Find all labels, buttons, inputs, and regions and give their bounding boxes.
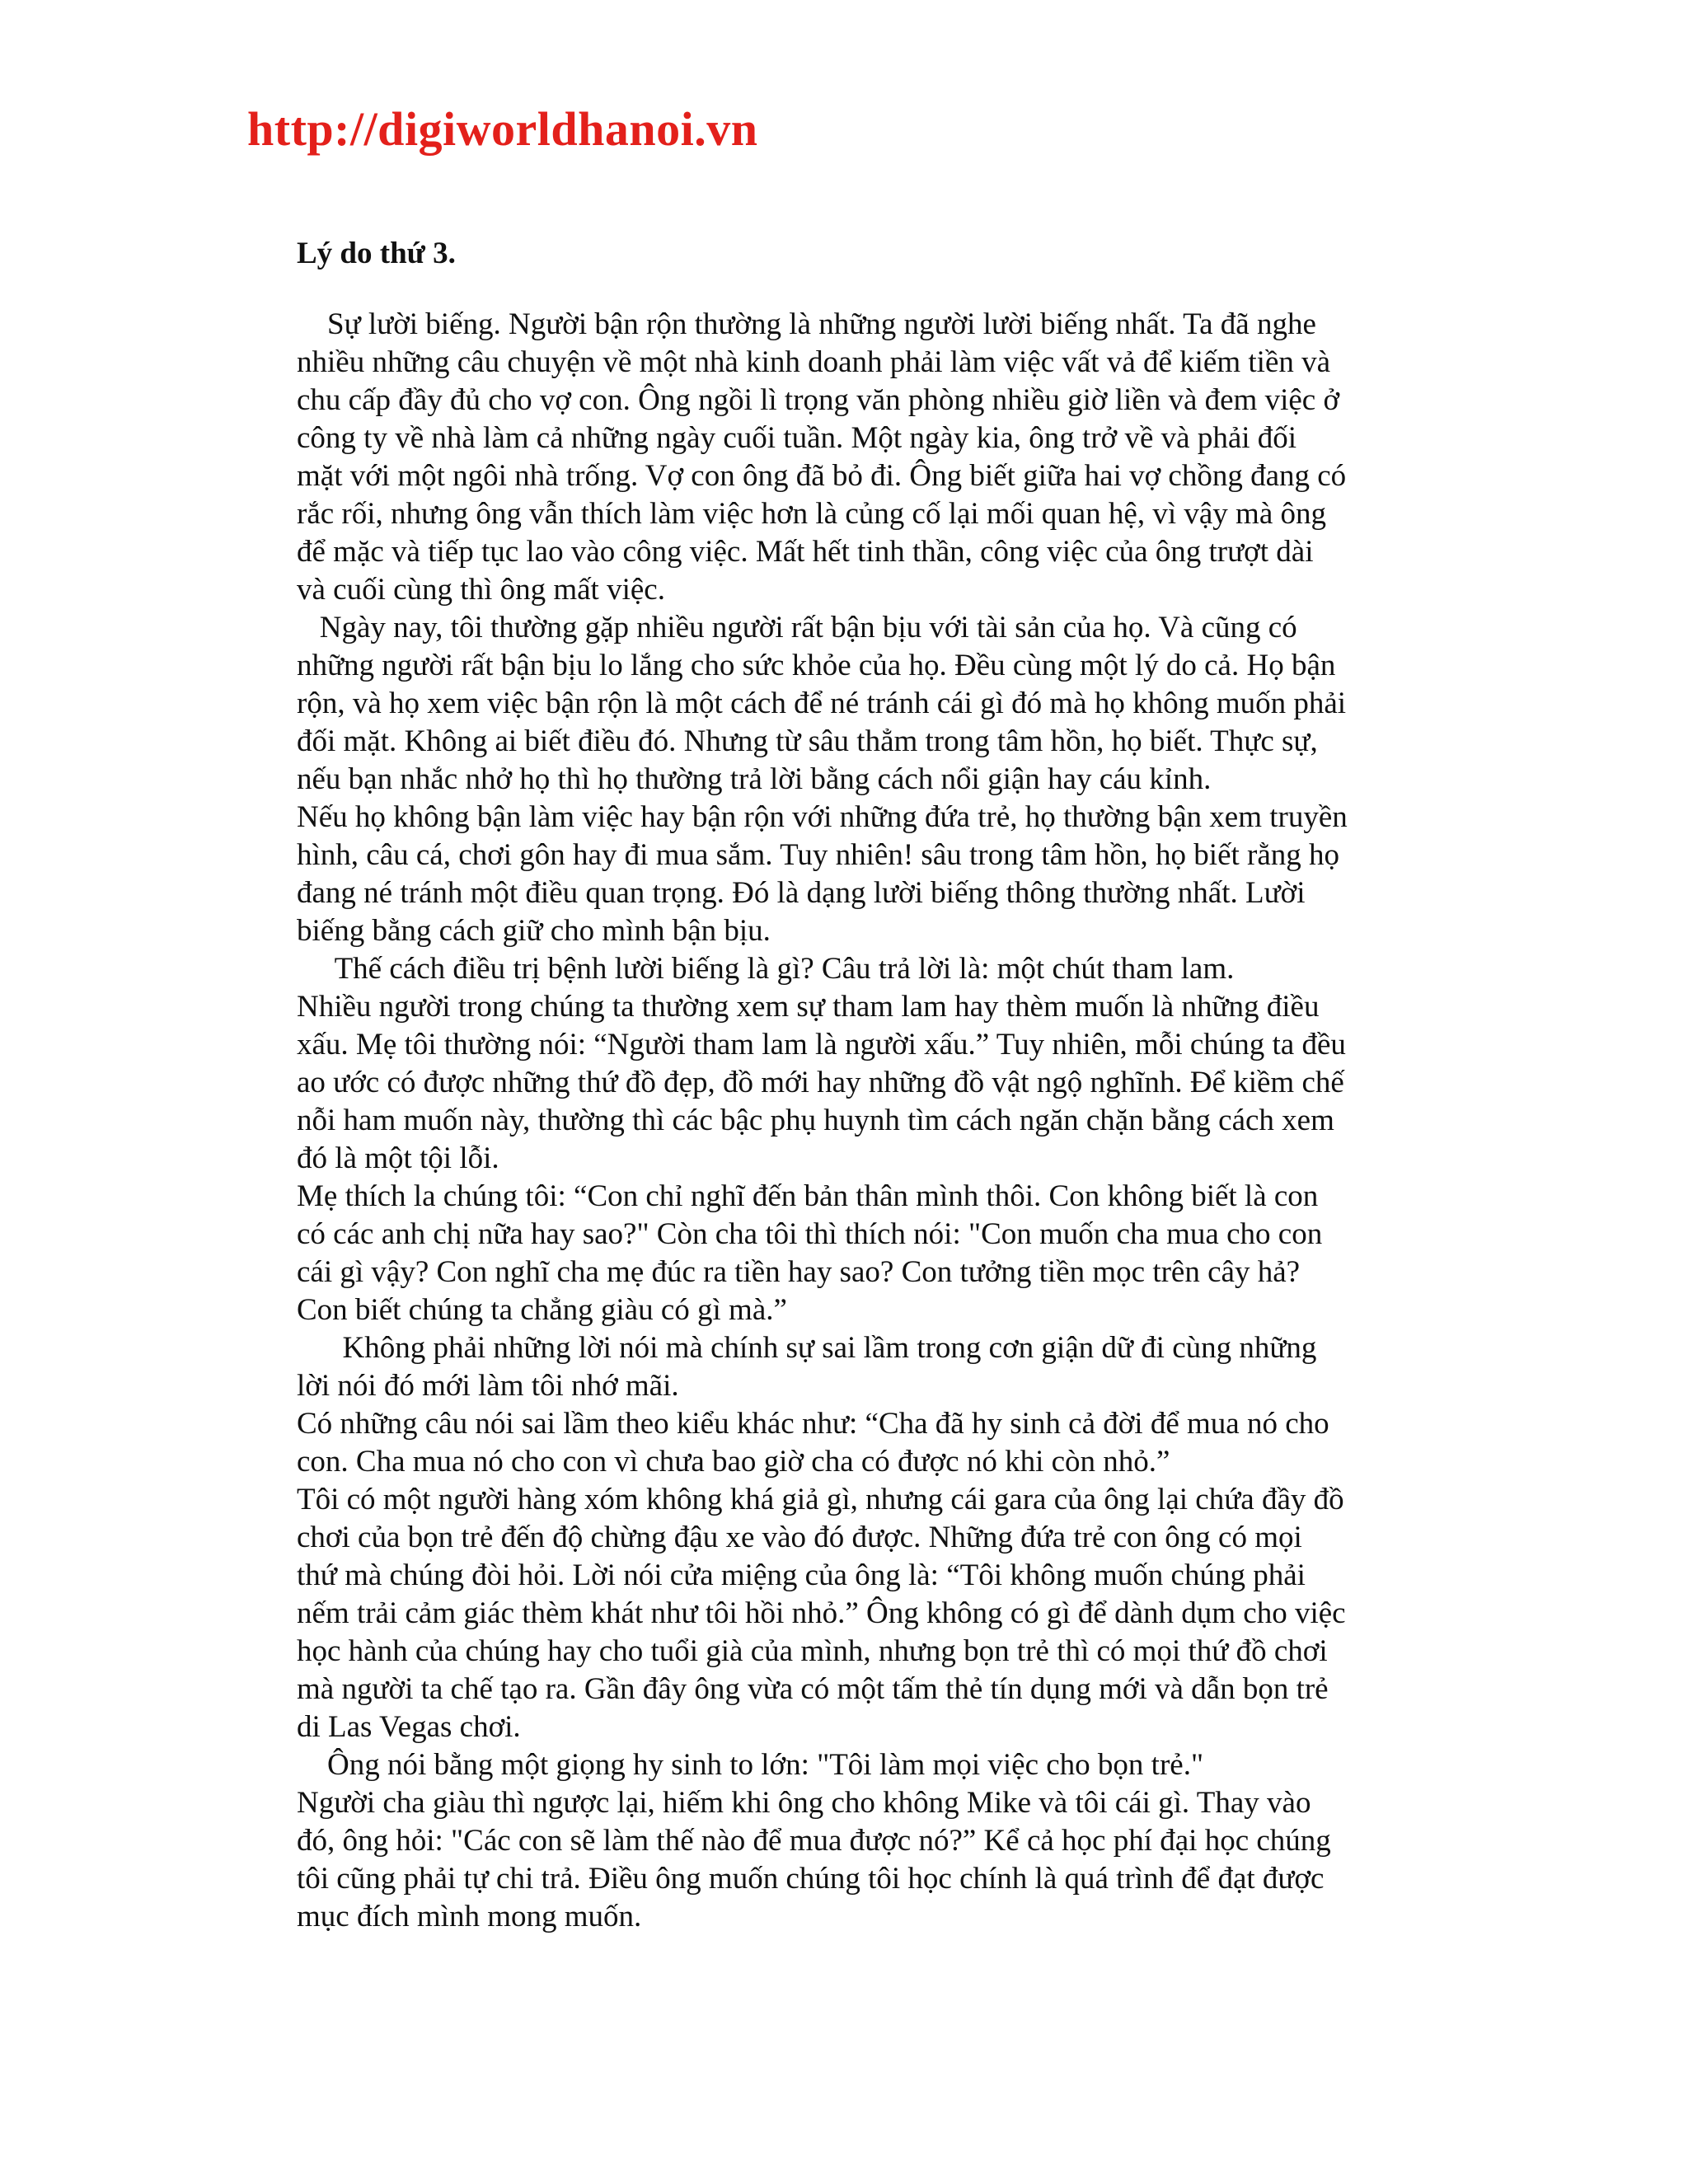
text-line: di Las Vegas chơi. xyxy=(297,1710,521,1744)
text-line: Thế cách điều trị bệnh lười biếng là gì? Câu trả lời là: một chút tham lam. xyxy=(297,952,1235,986)
text-line: cái gì vậy? Con nghĩ cha mẹ đúc ra tiền hay sao? Con tưởng tiền mọc trên cây hả? xyxy=(297,1255,1301,1289)
text-line: những người rất bận bịu lo lắng cho sức khỏe của họ. Đều cùng một lý do cả. Họ bận xyxy=(297,649,1336,682)
text-line: Nếu họ không bận làm việc hay bận rộn với những đứa trẻ, họ thường bận xem truyền xyxy=(297,800,1348,834)
document-content xyxy=(297,235,1451,1936)
text-line: học hành của chúng hay cho tuổi già của mình, nhưng bọn trẻ thì có mọi thứ đồ chơi xyxy=(297,1634,1328,1668)
body-text xyxy=(297,306,1451,1936)
section-title: Lý do thứ 3. xyxy=(297,237,456,270)
text-line: con. Cha mua nó cho con vì chưa bao giờ cha có được nó khi còn nhỏ.” xyxy=(297,1445,1170,1479)
text-line: chu cấp đầy đủ cho vợ con. Ông ngồi lì trọng văn phòng nhiều giờ liền và đem việc ở xyxy=(297,383,1340,417)
text-line: rộn, và họ xem việc bận rộn là một cách để né tránh cái gì đó mà họ không muốn phải xyxy=(297,687,1347,720)
text-line: Người cha giàu thì ngược lại, hiếm khi ông cho không Mike và tôi cái gì. Thay vào xyxy=(297,1786,1311,1820)
text-line: thứ mà chúng đòi hỏi. Lời nói cửa miệng của ông là: “Tôi không muốn chúng phải xyxy=(297,1558,1306,1592)
text-line: có các anh chị nữa hay sao?" Còn cha tôi thì thích nói: "Con muốn cha mua cho con xyxy=(297,1217,1323,1251)
text-line: đó là một tội lỗi. xyxy=(297,1141,499,1175)
text-line: đó, ông hỏi: "Các con sẽ làm thế nào để mua được nó?” Kể cả học phí đại học chúng xyxy=(297,1824,1331,1858)
text-line: Nhiều người trong chúng ta thường xem sự tham lam hay thèm muốn là những điều xyxy=(297,990,1320,1024)
text-line: biếng bằng cách giữ cho mình bận bịu. xyxy=(297,914,771,948)
text-line: ao ước có được những thứ đồ đẹp, đồ mới hay những đồ vật ngộ nghĩnh. Để kiềm chế xyxy=(297,1066,1344,1099)
text-line: chơi của bọn trẻ đến độ chừng đậu xe vào đó được. Những đứa trẻ con ông có mọi xyxy=(297,1521,1302,1554)
text-line: công ty về nhà làm cả những ngày cuối tuần. Một ngày kia, ông trở về và phải đối xyxy=(297,421,1297,455)
text-line: đối mặt. Không ai biết điều đó. Nhưng từ sâu thẳm trong tâm hồn, họ biết. Thực sự, xyxy=(297,724,1318,758)
text-line: mà người ta chế tạo ra. Gần đây ông vừa có một tấm thẻ tín dụng mới và dẫn bọn trẻ xyxy=(297,1672,1329,1706)
site-url-header[interactable]: http://digiworldhanoi.vn xyxy=(247,102,758,156)
text-line: Không phải những lời nói mà chính sự sai lầm trong cơn giận dữ đi cùng những xyxy=(297,1331,1317,1365)
text-line: mặt với một ngôi nhà trống. Vợ con ông đã bỏ đi. Ông biết giữa hai vợ chồng đang có xyxy=(297,459,1347,493)
text-line: nếm trải cảm giác thèm khát như tôi hồi nhỏ.” Ông không có gì để dành dụm cho việc xyxy=(297,1596,1346,1630)
text-line: và cuối cùng thì ông mất việc. xyxy=(297,573,665,607)
text-line: hình, câu cá, chơi gôn hay đi mua sắm. Tuy nhiên! sâu trong tâm hồn, họ biết rằng họ xyxy=(297,838,1340,872)
text-line: tôi cũng phải tự chi trả. Điều ông muốn chúng tôi học chính là quá trình để đạt được xyxy=(297,1862,1325,1896)
text-line: mục đích mình mong muốn. xyxy=(297,1900,642,1933)
text-line: Con biết chúng ta chẳng giàu có gì mà.” xyxy=(297,1293,787,1327)
text-line: lời nói đó mới làm tôi nhớ mãi. xyxy=(297,1369,679,1403)
text-line: đang né tránh một điều quan trọng. Đó là dạng lười biếng thông thường nhất. Lười xyxy=(297,876,1306,910)
text-line: nhiều những câu chuyện về một nhà kinh doanh phải làm việc vất vả để kiếm tiền và xyxy=(297,345,1331,379)
text-line: Có những câu nói sai lầm theo kiểu khác như: “Cha đã hy sinh cả đời để mua nó cho xyxy=(297,1407,1329,1441)
text-line: xấu. Mẹ tôi thường nói: “Người tham lam là người xấu.” Tuy nhiên, mỗi chúng ta đều xyxy=(297,1028,1346,1062)
text-line: Mẹ thích la chúng tôi: “Con chỉ nghĩ đến bản thân mình thôi. Con không biết là con xyxy=(297,1179,1319,1213)
text-line: nếu bạn nhắc nhở họ thì họ thường trả lời bằng cách nổi giận hay cáu kỉnh. xyxy=(297,762,1212,796)
text-line: Sự lười biếng. Người bận rộn thường là những người lười biếng nhất. Ta đã nghe xyxy=(297,307,1316,341)
text-line: nỗi ham muốn này, thường thì các bậc phụ huynh tìm cách ngăn chặn bằng cách xem xyxy=(297,1104,1334,1137)
text-line: Ông nói bằng một giọng hy sinh to lớn: "Tôi làm mọi việc cho bọn trẻ." xyxy=(297,1748,1204,1782)
text-line: để mặc và tiếp tục lao vào công việc. Mất hết tinh thần, công việc của ông trượt dài xyxy=(297,535,1314,569)
text-line: rắc rối, nhưng ông vẫn thích làm việc hơn là củng cố lại mối quan hệ, vì vậy mà ông xyxy=(297,497,1326,531)
text-line: Tôi có một người hàng xóm không khá giả gì, nhưng cái gara của ông lại chứa đầy đồ xyxy=(297,1483,1344,1516)
text-line: Ngày nay, tôi thường gặp nhiều người rất bận bịu với tài sản của họ. Và cũng có xyxy=(297,611,1297,644)
